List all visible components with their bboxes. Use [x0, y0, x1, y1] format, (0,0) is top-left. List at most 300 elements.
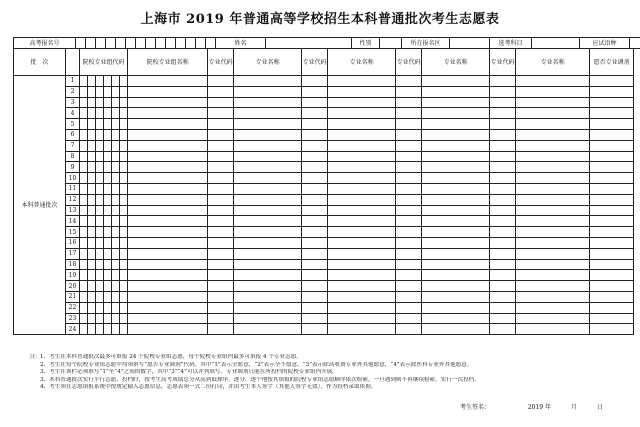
group-name-cell[interactable]: [128, 281, 208, 292]
group-code-box[interactable]: [88, 86, 96, 97]
major-code-cell[interactable]: [490, 281, 516, 292]
major-code-cell[interactable]: [490, 76, 516, 87]
adjust-cell[interactable]: [590, 86, 634, 97]
major-code-cell[interactable]: [490, 302, 516, 313]
group-code-box[interactable]: [120, 259, 128, 270]
major-name-cell[interactable]: [234, 291, 302, 302]
major-code-cell[interactable]: [302, 302, 328, 313]
group-code-box[interactable]: [120, 324, 128, 335]
major-name-cell[interactable]: [422, 76, 490, 87]
group-name-cell[interactable]: [128, 183, 208, 194]
group-code-box[interactable]: [96, 173, 104, 184]
group-code-box[interactable]: [104, 270, 112, 281]
adjust-cell[interactable]: [590, 119, 634, 130]
major-name-cell[interactable]: [234, 173, 302, 184]
major-name-cell[interactable]: [328, 140, 396, 151]
major-code-cell[interactable]: [302, 86, 328, 97]
major-code-cell[interactable]: [396, 248, 422, 259]
adjust-cell[interactable]: [590, 291, 634, 302]
major-code-cell[interactable]: [208, 129, 234, 140]
group-code-box[interactable]: [80, 216, 88, 227]
group-code-box[interactable]: [104, 313, 112, 324]
major-code-cell[interactable]: [302, 151, 328, 162]
group-code-box[interactable]: [88, 227, 96, 238]
adjust-cell[interactable]: [590, 108, 634, 119]
group-code-box[interactable]: [80, 291, 88, 302]
major-name-cell[interactable]: [422, 270, 490, 281]
major-code-cell[interactable]: [396, 270, 422, 281]
group-name-cell[interactable]: [128, 237, 208, 248]
group-code-box[interactable]: [80, 151, 88, 162]
group-code-box[interactable]: [96, 216, 104, 227]
adjust-cell[interactable]: [590, 151, 634, 162]
major-code-cell[interactable]: [302, 108, 328, 119]
major-name-cell[interactable]: [328, 151, 396, 162]
major-code-cell[interactable]: [396, 162, 422, 173]
group-code-box[interactable]: [80, 173, 88, 184]
major-name-cell[interactable]: [234, 313, 302, 324]
group-code-box[interactable]: [96, 183, 104, 194]
group-code-box[interactable]: [120, 129, 128, 140]
major-name-cell[interactable]: [516, 76, 590, 87]
group-name-cell[interactable]: [128, 162, 208, 173]
major-code-cell[interactable]: [302, 281, 328, 292]
major-code-cell[interactable]: [490, 151, 516, 162]
major-name-cell[interactable]: [516, 248, 590, 259]
group-code-box[interactable]: [120, 140, 128, 151]
adjust-cell[interactable]: [590, 313, 634, 324]
major-name-cell[interactable]: [234, 183, 302, 194]
group-name-cell[interactable]: [128, 227, 208, 238]
major-name-cell[interactable]: [234, 86, 302, 97]
group-name-cell[interactable]: [128, 108, 208, 119]
group-code-box[interactable]: [104, 259, 112, 270]
group-code-box[interactable]: [104, 194, 112, 205]
group-code-box[interactable]: [112, 119, 120, 130]
major-name-cell[interactable]: [234, 237, 302, 248]
major-code-cell[interactable]: [490, 248, 516, 259]
group-code-box[interactable]: [120, 291, 128, 302]
group-code-box[interactable]: [104, 227, 112, 238]
group-code-box[interactable]: [104, 76, 112, 87]
group-code-box[interactable]: [120, 248, 128, 259]
major-code-cell[interactable]: [490, 324, 516, 335]
group-code-box[interactable]: [80, 97, 88, 108]
major-code-cell[interactable]: [208, 173, 234, 184]
group-code-box[interactable]: [88, 129, 96, 140]
group-code-box[interactable]: [80, 76, 88, 87]
group-code-box[interactable]: [80, 183, 88, 194]
group-code-box[interactable]: [120, 173, 128, 184]
major-name-cell[interactable]: [516, 270, 590, 281]
group-code-box[interactable]: [112, 194, 120, 205]
group-code-box[interactable]: [112, 227, 120, 238]
group-name-cell[interactable]: [128, 291, 208, 302]
major-name-cell[interactable]: [328, 86, 396, 97]
major-code-cell[interactable]: [396, 151, 422, 162]
major-code-cell[interactable]: [490, 194, 516, 205]
group-code-box[interactable]: [104, 86, 112, 97]
major-name-cell[interactable]: [516, 194, 590, 205]
group-code-box[interactable]: [88, 194, 96, 205]
major-name-cell[interactable]: [328, 108, 396, 119]
major-name-cell[interactable]: [422, 313, 490, 324]
subject-field[interactable]: [532, 38, 580, 49]
exam-no-box[interactable]: [166, 38, 176, 49]
major-name-cell[interactable]: [516, 259, 590, 270]
major-name-cell[interactable]: [422, 237, 490, 248]
adjust-cell[interactable]: [590, 162, 634, 173]
major-name-cell[interactable]: [328, 183, 396, 194]
major-code-cell[interactable]: [208, 151, 234, 162]
major-code-cell[interactable]: [208, 281, 234, 292]
major-code-cell[interactable]: [490, 140, 516, 151]
group-code-box[interactable]: [96, 291, 104, 302]
major-name-cell[interactable]: [328, 291, 396, 302]
group-name-cell[interactable]: [128, 302, 208, 313]
major-code-cell[interactable]: [396, 259, 422, 270]
group-code-box[interactable]: [104, 162, 112, 173]
group-code-box[interactable]: [88, 183, 96, 194]
major-name-cell[interactable]: [422, 108, 490, 119]
group-code-box[interactable]: [96, 86, 104, 97]
group-code-box[interactable]: [96, 302, 104, 313]
major-name-cell[interactable]: [516, 119, 590, 130]
major-code-cell[interactable]: [490, 173, 516, 184]
major-code-cell[interactable]: [208, 270, 234, 281]
group-code-box[interactable]: [88, 97, 96, 108]
major-name-cell[interactable]: [516, 140, 590, 151]
group-code-box[interactable]: [88, 162, 96, 173]
group-name-cell[interactable]: [128, 259, 208, 270]
group-code-box[interactable]: [112, 281, 120, 292]
major-name-cell[interactable]: [516, 237, 590, 248]
group-code-box[interactable]: [80, 194, 88, 205]
group-code-box[interactable]: [120, 216, 128, 227]
exam-no-box[interactable]: [136, 38, 146, 49]
adjust-cell[interactable]: [590, 205, 634, 216]
group-code-box[interactable]: [80, 281, 88, 292]
major-code-cell[interactable]: [208, 205, 234, 216]
group-code-box[interactable]: [104, 302, 112, 313]
exam-no-box[interactable]: [76, 38, 86, 49]
group-code-box[interactable]: [120, 302, 128, 313]
major-code-cell[interactable]: [208, 162, 234, 173]
group-code-box[interactable]: [88, 237, 96, 248]
major-name-cell[interactable]: [516, 86, 590, 97]
major-name-cell[interactable]: [422, 129, 490, 140]
major-code-cell[interactable]: [490, 119, 516, 130]
major-code-cell[interactable]: [208, 324, 234, 335]
adjust-cell[interactable]: [590, 129, 634, 140]
major-code-cell[interactable]: [208, 216, 234, 227]
major-name-cell[interactable]: [422, 151, 490, 162]
major-name-cell[interactable]: [516, 216, 590, 227]
group-name-cell[interactable]: [128, 151, 208, 162]
adjust-cell[interactable]: [590, 216, 634, 227]
major-code-cell[interactable]: [302, 291, 328, 302]
group-code-box[interactable]: [104, 216, 112, 227]
group-code-box[interactable]: [80, 205, 88, 216]
group-name-cell[interactable]: [128, 86, 208, 97]
major-code-cell[interactable]: [208, 194, 234, 205]
group-code-box[interactable]: [104, 173, 112, 184]
group-code-box[interactable]: [88, 173, 96, 184]
group-code-box[interactable]: [80, 324, 88, 335]
major-name-cell[interactable]: [234, 140, 302, 151]
group-code-box[interactable]: [112, 248, 120, 259]
group-code-box[interactable]: [88, 205, 96, 216]
group-code-box[interactable]: [112, 97, 120, 108]
major-name-cell[interactable]: [234, 302, 302, 313]
major-code-cell[interactable]: [302, 270, 328, 281]
group-code-box[interactable]: [80, 162, 88, 173]
group-code-box[interactable]: [120, 183, 128, 194]
language-field[interactable]: [630, 38, 640, 49]
major-name-cell[interactable]: [328, 313, 396, 324]
major-code-cell[interactable]: [302, 162, 328, 173]
group-code-box[interactable]: [88, 324, 96, 335]
group-code-box[interactable]: [88, 216, 96, 227]
major-name-cell[interactable]: [516, 108, 590, 119]
group-code-box[interactable]: [96, 281, 104, 292]
major-code-cell[interactable]: [490, 227, 516, 238]
major-name-cell[interactable]: [328, 259, 396, 270]
group-code-box[interactable]: [104, 140, 112, 151]
major-code-cell[interactable]: [302, 194, 328, 205]
major-name-cell[interactable]: [422, 140, 490, 151]
major-code-cell[interactable]: [208, 119, 234, 130]
major-code-cell[interactable]: [302, 248, 328, 259]
major-code-cell[interactable]: [208, 302, 234, 313]
major-name-cell[interactable]: [328, 119, 396, 130]
major-name-cell[interactable]: [328, 162, 396, 173]
major-code-cell[interactable]: [208, 237, 234, 248]
major-code-cell[interactable]: [208, 227, 234, 238]
exam-no-box[interactable]: [156, 38, 166, 49]
group-code-box[interactable]: [104, 108, 112, 119]
group-code-box[interactable]: [96, 108, 104, 119]
major-name-cell[interactable]: [234, 162, 302, 173]
major-code-cell[interactable]: [490, 97, 516, 108]
group-code-box[interactable]: [112, 140, 120, 151]
exam-no-box[interactable]: [106, 38, 116, 49]
group-code-box[interactable]: [88, 151, 96, 162]
major-code-cell[interactable]: [396, 281, 422, 292]
major-name-cell[interactable]: [234, 97, 302, 108]
group-code-box[interactable]: [88, 259, 96, 270]
major-name-cell[interactable]: [422, 281, 490, 292]
group-code-box[interactable]: [88, 248, 96, 259]
major-code-cell[interactable]: [396, 205, 422, 216]
group-code-box[interactable]: [104, 237, 112, 248]
major-name-cell[interactable]: [234, 281, 302, 292]
major-name-cell[interactable]: [516, 97, 590, 108]
major-name-cell[interactable]: [328, 302, 396, 313]
major-code-cell[interactable]: [208, 291, 234, 302]
major-name-cell[interactable]: [516, 313, 590, 324]
major-name-cell[interactable]: [516, 227, 590, 238]
major-name-cell[interactable]: [516, 129, 590, 140]
group-code-box[interactable]: [112, 76, 120, 87]
group-code-box[interactable]: [104, 248, 112, 259]
group-code-box[interactable]: [96, 119, 104, 130]
group-code-box[interactable]: [104, 183, 112, 194]
group-name-cell[interactable]: [128, 216, 208, 227]
major-name-cell[interactable]: [328, 324, 396, 335]
group-code-box[interactable]: [112, 324, 120, 335]
major-name-cell[interactable]: [422, 227, 490, 238]
major-code-cell[interactable]: [396, 291, 422, 302]
major-name-cell[interactable]: [328, 248, 396, 259]
group-name-cell[interactable]: [128, 194, 208, 205]
major-name-cell[interactable]: [422, 259, 490, 270]
major-code-cell[interactable]: [396, 237, 422, 248]
major-code-cell[interactable]: [396, 140, 422, 151]
group-name-cell[interactable]: [128, 97, 208, 108]
major-code-cell[interactable]: [208, 108, 234, 119]
group-code-box[interactable]: [80, 140, 88, 151]
adjust-cell[interactable]: [590, 76, 634, 87]
group-code-box[interactable]: [80, 259, 88, 270]
group-name-cell[interactable]: [128, 270, 208, 281]
major-code-cell[interactable]: [396, 173, 422, 184]
group-name-cell[interactable]: [128, 205, 208, 216]
major-name-cell[interactable]: [422, 183, 490, 194]
group-name-cell[interactable]: [128, 129, 208, 140]
group-code-box[interactable]: [80, 270, 88, 281]
exam-no-box[interactable]: [116, 38, 126, 49]
major-name-cell[interactable]: [422, 97, 490, 108]
group-code-box[interactable]: [88, 76, 96, 87]
exam-no-box[interactable]: [196, 38, 206, 49]
major-code-cell[interactable]: [302, 119, 328, 130]
exam-no-box[interactable]: [96, 38, 106, 49]
group-code-box[interactable]: [112, 162, 120, 173]
major-code-cell[interactable]: [396, 183, 422, 194]
major-code-cell[interactable]: [490, 162, 516, 173]
group-code-box[interactable]: [96, 237, 104, 248]
group-code-box[interactable]: [80, 108, 88, 119]
major-code-cell[interactable]: [208, 86, 234, 97]
group-code-box[interactable]: [96, 97, 104, 108]
group-code-box[interactable]: [120, 205, 128, 216]
major-code-cell[interactable]: [396, 313, 422, 324]
group-code-box[interactable]: [88, 140, 96, 151]
major-code-cell[interactable]: [208, 76, 234, 87]
group-code-box[interactable]: [112, 259, 120, 270]
group-code-box[interactable]: [80, 129, 88, 140]
major-name-cell[interactable]: [234, 324, 302, 335]
group-code-box[interactable]: [88, 281, 96, 292]
exam-no-box[interactable]: [146, 38, 156, 49]
group-code-box[interactable]: [112, 129, 120, 140]
major-name-cell[interactable]: [516, 162, 590, 173]
major-code-cell[interactable]: [396, 194, 422, 205]
major-code-cell[interactable]: [302, 313, 328, 324]
major-name-cell[interactable]: [234, 270, 302, 281]
major-name-cell[interactable]: [328, 97, 396, 108]
group-code-box[interactable]: [120, 86, 128, 97]
adjust-cell[interactable]: [590, 140, 634, 151]
exam-no-box[interactable]: [86, 38, 96, 49]
group-code-box[interactable]: [96, 129, 104, 140]
group-code-box[interactable]: [96, 227, 104, 238]
exam-no-box[interactable]: [206, 38, 216, 49]
group-code-box[interactable]: [88, 108, 96, 119]
major-name-cell[interactable]: [516, 324, 590, 335]
group-code-box[interactable]: [104, 129, 112, 140]
group-code-box[interactable]: [96, 313, 104, 324]
major-code-cell[interactable]: [396, 227, 422, 238]
major-name-cell[interactable]: [328, 205, 396, 216]
major-code-cell[interactable]: [208, 140, 234, 151]
major-code-cell[interactable]: [490, 216, 516, 227]
major-code-cell[interactable]: [490, 108, 516, 119]
major-name-cell[interactable]: [234, 216, 302, 227]
group-code-box[interactable]: [104, 151, 112, 162]
major-code-cell[interactable]: [302, 227, 328, 238]
major-name-cell[interactable]: [328, 237, 396, 248]
major-code-cell[interactable]: [302, 129, 328, 140]
major-code-cell[interactable]: [490, 183, 516, 194]
major-code-cell[interactable]: [396, 97, 422, 108]
group-code-box[interactable]: [96, 270, 104, 281]
group-code-box[interactable]: [88, 302, 96, 313]
group-code-box[interactable]: [104, 97, 112, 108]
major-code-cell[interactable]: [490, 291, 516, 302]
major-code-cell[interactable]: [302, 216, 328, 227]
major-name-cell[interactable]: [328, 129, 396, 140]
major-name-cell[interactable]: [516, 205, 590, 216]
group-code-box[interactable]: [112, 291, 120, 302]
major-name-cell[interactable]: [516, 291, 590, 302]
adjust-cell[interactable]: [590, 270, 634, 281]
major-code-cell[interactable]: [490, 129, 516, 140]
major-code-cell[interactable]: [208, 97, 234, 108]
major-code-cell[interactable]: [396, 86, 422, 97]
major-name-cell[interactable]: [328, 216, 396, 227]
major-name-cell[interactable]: [422, 162, 490, 173]
adjust-cell[interactable]: [590, 324, 634, 335]
major-name-cell[interactable]: [234, 151, 302, 162]
major-name-cell[interactable]: [234, 248, 302, 259]
group-name-cell[interactable]: [128, 173, 208, 184]
adjust-cell[interactable]: [590, 183, 634, 194]
adjust-cell[interactable]: [590, 259, 634, 270]
group-code-box[interactable]: [120, 194, 128, 205]
group-code-box[interactable]: [120, 162, 128, 173]
major-name-cell[interactable]: [328, 281, 396, 292]
major-name-cell[interactable]: [422, 119, 490, 130]
major-name-cell[interactable]: [234, 227, 302, 238]
major-name-cell[interactable]: [328, 173, 396, 184]
major-name-cell[interactable]: [234, 76, 302, 87]
major-code-cell[interactable]: [396, 216, 422, 227]
group-code-box[interactable]: [120, 97, 128, 108]
group-code-box[interactable]: [120, 119, 128, 130]
group-code-box[interactable]: [104, 324, 112, 335]
major-name-cell[interactable]: [422, 216, 490, 227]
major-name-cell[interactable]: [422, 173, 490, 184]
group-code-box[interactable]: [120, 313, 128, 324]
major-code-cell[interactable]: [396, 129, 422, 140]
group-code-box[interactable]: [80, 302, 88, 313]
adjust-cell[interactable]: [590, 237, 634, 248]
major-code-cell[interactable]: [396, 76, 422, 87]
group-code-box[interactable]: [120, 281, 128, 292]
major-code-cell[interactable]: [490, 259, 516, 270]
